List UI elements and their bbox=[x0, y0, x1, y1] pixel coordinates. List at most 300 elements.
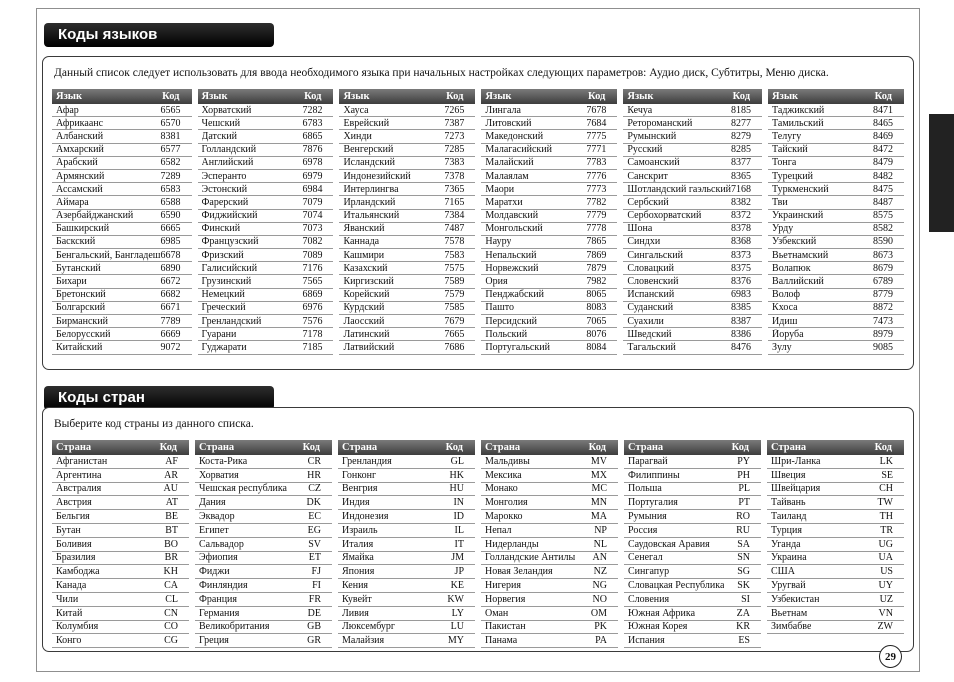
entry-name: Венгрия bbox=[342, 483, 378, 495]
entry-code: 7585 bbox=[444, 302, 465, 314]
entry-code: 7783 bbox=[586, 157, 607, 169]
entry-code: UZ bbox=[879, 593, 893, 605]
entry-name: Санскрит bbox=[627, 170, 668, 182]
table-row bbox=[624, 483, 761, 497]
table-row bbox=[52, 223, 192, 236]
entry-name: Зимбабве bbox=[771, 621, 812, 633]
entry-code: 7982 bbox=[586, 276, 607, 288]
entry-code: 6865 bbox=[302, 130, 323, 142]
table-row bbox=[198, 196, 334, 209]
entry-code: 8386 bbox=[731, 328, 752, 340]
table-row bbox=[52, 130, 192, 143]
entry-code: OM bbox=[590, 607, 607, 619]
table-row bbox=[339, 236, 475, 249]
header-code-label: Код bbox=[304, 91, 322, 102]
entry-name: Гренландия bbox=[342, 455, 392, 467]
table-row bbox=[768, 223, 904, 236]
header-code-label: Код bbox=[874, 91, 892, 102]
code-column bbox=[195, 440, 332, 648]
entry-name: Бретонский bbox=[56, 289, 106, 301]
table-row bbox=[52, 469, 189, 483]
column-header bbox=[623, 89, 762, 104]
entry-name: Парагвай bbox=[628, 455, 668, 467]
table-row bbox=[623, 315, 762, 328]
entry-code: TW bbox=[877, 497, 893, 509]
entry-name: Таиланд bbox=[771, 511, 807, 523]
entry-code: 7589 bbox=[444, 276, 465, 288]
table-row bbox=[198, 130, 334, 143]
entry-name: Вьетнамский bbox=[772, 249, 829, 261]
table-row bbox=[623, 183, 762, 196]
table-row bbox=[481, 552, 618, 566]
entry-name: Итальянский bbox=[343, 210, 400, 222]
code-column bbox=[767, 440, 904, 648]
table-row bbox=[198, 170, 334, 183]
entry-name: Россия bbox=[628, 524, 658, 536]
entry-name: Башкирский bbox=[56, 223, 110, 235]
entry-code: NZ bbox=[593, 566, 607, 578]
table-row bbox=[198, 210, 334, 223]
column-header bbox=[195, 440, 332, 455]
table-row bbox=[768, 157, 904, 170]
table-row bbox=[338, 455, 475, 469]
entry-code: JM bbox=[451, 552, 464, 564]
table-row bbox=[767, 579, 904, 593]
entry-code: 8185 bbox=[731, 104, 752, 116]
table-row bbox=[624, 455, 761, 469]
entry-name: Монгольский bbox=[485, 223, 543, 235]
table-row bbox=[481, 104, 617, 117]
table-row bbox=[195, 579, 332, 593]
table-row bbox=[52, 483, 189, 497]
table-row bbox=[52, 104, 192, 117]
entry-code: 7773 bbox=[586, 183, 607, 195]
entry-code: 8382 bbox=[731, 196, 752, 208]
table-row bbox=[338, 607, 475, 621]
table-row bbox=[198, 341, 334, 354]
table-row bbox=[767, 593, 904, 607]
entry-name: Нигерия bbox=[485, 580, 521, 592]
entry-code: MY bbox=[447, 635, 464, 647]
entry-code: UA bbox=[878, 552, 893, 564]
header-name-label: Страна bbox=[342, 442, 378, 453]
entry-name: Македонский bbox=[485, 130, 544, 142]
entry-code: 6565 bbox=[160, 104, 181, 116]
entry-code: 7776 bbox=[586, 170, 607, 182]
entry-name: Ирландский bbox=[343, 196, 396, 208]
entry-code: KE bbox=[450, 580, 464, 592]
entry-name: Чили bbox=[56, 593, 79, 605]
entry-code: 7789 bbox=[160, 315, 181, 327]
entry-name: Великобритания bbox=[199, 621, 270, 633]
entry-code: 6577 bbox=[160, 144, 181, 156]
table-row bbox=[481, 249, 617, 262]
entry-code: PH bbox=[737, 469, 750, 481]
entry-code: 7473 bbox=[873, 315, 893, 327]
entry-name: Конго bbox=[56, 635, 82, 647]
entry-name: Сальвадор bbox=[199, 538, 244, 550]
entry-name: Фиджийский bbox=[201, 210, 258, 222]
table-row bbox=[198, 223, 334, 236]
entry-name: Испания bbox=[628, 635, 665, 647]
code-column bbox=[338, 440, 475, 648]
entry-name: Курдский bbox=[343, 302, 385, 314]
entry-name: Франция bbox=[199, 593, 237, 605]
table-row bbox=[195, 552, 332, 566]
entry-code: 8279 bbox=[731, 130, 752, 142]
entry-code: 7583 bbox=[444, 249, 465, 261]
table-row bbox=[52, 302, 192, 315]
entry-name: Кхоса bbox=[772, 302, 798, 314]
entry-code: 8375 bbox=[731, 262, 752, 274]
table-row bbox=[338, 538, 475, 552]
entry-code: 6869 bbox=[302, 289, 323, 301]
table-row bbox=[52, 183, 192, 196]
table-row bbox=[52, 157, 192, 170]
entry-code: LU bbox=[450, 621, 464, 633]
table-row bbox=[339, 302, 475, 315]
entry-code: 7383 bbox=[444, 157, 465, 169]
entry-name: Боливия bbox=[56, 538, 92, 550]
entry-name: Персидский bbox=[485, 315, 537, 327]
table-row bbox=[767, 524, 904, 538]
entry-name: Голландский bbox=[201, 144, 257, 156]
table-row bbox=[338, 496, 475, 510]
entry-name: Ассамский bbox=[56, 183, 103, 195]
entry-code: 8387 bbox=[731, 315, 752, 327]
table-row bbox=[52, 262, 192, 275]
table-row bbox=[768, 249, 904, 262]
entry-name: Бихари bbox=[56, 276, 87, 288]
table-row bbox=[198, 315, 334, 328]
entry-code: 7684 bbox=[586, 117, 607, 129]
table-row bbox=[624, 524, 761, 538]
languages-panel bbox=[42, 56, 914, 370]
table-row bbox=[768, 196, 904, 209]
entry-name: Азербайджанский bbox=[56, 210, 134, 222]
entry-name: Малайзия bbox=[342, 635, 385, 647]
header-code-label: Код bbox=[445, 442, 463, 453]
entry-code: IN bbox=[453, 497, 464, 509]
entry-name: Аймара bbox=[56, 196, 89, 208]
column-header bbox=[52, 440, 189, 455]
table-row bbox=[481, 607, 618, 621]
entry-code: HU bbox=[449, 483, 464, 495]
entry-code: 8465 bbox=[873, 117, 893, 129]
entry-code: 7869 bbox=[586, 249, 607, 261]
table-row bbox=[339, 275, 475, 288]
table-row bbox=[768, 210, 904, 223]
entry-name: Камбоджа bbox=[56, 566, 100, 578]
table-row bbox=[481, 210, 617, 223]
header-code-label: Код bbox=[588, 91, 606, 102]
table-row bbox=[623, 223, 762, 236]
entry-name: Польша bbox=[628, 483, 662, 495]
table-row bbox=[623, 289, 762, 302]
column-header bbox=[624, 440, 761, 455]
entry-code: ZA bbox=[736, 607, 750, 619]
entry-code: DE bbox=[307, 607, 321, 619]
table-row bbox=[198, 236, 334, 249]
table-row bbox=[481, 328, 617, 341]
table-row bbox=[624, 496, 761, 510]
entry-code: ZW bbox=[877, 621, 893, 633]
entry-code: 8679 bbox=[873, 262, 893, 274]
entry-code: KR bbox=[736, 621, 750, 633]
entry-code: 7665 bbox=[444, 328, 465, 340]
table-row bbox=[339, 196, 475, 209]
countries-intro: Выберите код страны из данного списка. bbox=[54, 418, 254, 430]
entry-code: 8471 bbox=[873, 104, 893, 116]
entry-name: Самоанский bbox=[627, 157, 680, 169]
header-name-label: Страна bbox=[628, 442, 664, 453]
entry-name: Лаосский bbox=[343, 315, 385, 327]
entry-name: Румынский bbox=[627, 130, 677, 142]
table-row bbox=[481, 496, 618, 510]
entry-name: Канада bbox=[56, 580, 87, 592]
entry-code: 6682 bbox=[160, 289, 181, 301]
entry-name: Маори bbox=[485, 183, 515, 195]
entry-code: 7865 bbox=[586, 236, 607, 248]
table-row bbox=[768, 144, 904, 157]
entry-name: Мальдивы bbox=[485, 455, 530, 467]
header-code-label: Код bbox=[732, 91, 751, 102]
entry-code: 7065 bbox=[586, 315, 607, 327]
entry-name: Амхарский bbox=[56, 144, 104, 156]
table-row bbox=[481, 538, 618, 552]
entry-name: Голландские Антилы bbox=[485, 552, 576, 564]
entry-name: Гонконг bbox=[342, 469, 377, 481]
table-row bbox=[339, 262, 475, 275]
table-row bbox=[195, 634, 332, 648]
entry-name: Ливия bbox=[342, 607, 369, 619]
table-row bbox=[624, 469, 761, 483]
entry-name: Суахили bbox=[627, 315, 664, 327]
entry-code: NL bbox=[593, 538, 607, 550]
table-row bbox=[338, 483, 475, 497]
table-row bbox=[195, 483, 332, 497]
table-row bbox=[338, 524, 475, 538]
table-row bbox=[338, 565, 475, 579]
table-row bbox=[768, 315, 904, 328]
entry-name: Филиппины bbox=[628, 469, 680, 481]
entry-code: 7378 bbox=[444, 170, 465, 182]
entry-name: Йоруба bbox=[772, 328, 804, 340]
header-name-label: Язык bbox=[343, 91, 370, 102]
entry-name: Китайский bbox=[56, 341, 103, 353]
entry-code: 8385 bbox=[731, 302, 752, 314]
table-row bbox=[623, 117, 762, 130]
header-name-label: Страна bbox=[199, 442, 235, 453]
table-row bbox=[52, 621, 189, 635]
entry-code: 8377 bbox=[731, 157, 752, 169]
entry-name: Тайский bbox=[772, 144, 808, 156]
entry-name: Кечуа bbox=[627, 104, 653, 116]
entry-name: Панама bbox=[485, 635, 518, 647]
entry-name: Украинский bbox=[772, 210, 824, 222]
header-name-label: Язык bbox=[201, 91, 228, 102]
table-row bbox=[52, 196, 192, 209]
entry-name: Дания bbox=[199, 497, 226, 509]
code-column bbox=[768, 89, 904, 355]
entry-code: 7178 bbox=[302, 328, 323, 340]
table-row bbox=[52, 524, 189, 538]
entry-name: Саудовская Аравия bbox=[628, 538, 710, 550]
entry-name: Фризский bbox=[201, 249, 244, 261]
table-row bbox=[768, 104, 904, 117]
table-row bbox=[623, 157, 762, 170]
table-row bbox=[481, 593, 618, 607]
table-row bbox=[767, 469, 904, 483]
entry-name: Австрия bbox=[56, 497, 92, 509]
table-row bbox=[52, 315, 192, 328]
entry-code: 7387 bbox=[444, 117, 465, 129]
entry-name: Ямайка bbox=[342, 552, 374, 564]
table-row bbox=[768, 275, 904, 288]
entry-name: Зулу bbox=[772, 341, 792, 353]
table-row bbox=[481, 621, 618, 635]
entry-code: SV bbox=[308, 538, 321, 550]
entry-name: Тамильский bbox=[772, 117, 824, 129]
entry-name: Китай bbox=[56, 607, 83, 619]
table-row bbox=[198, 183, 334, 196]
table-row bbox=[767, 455, 904, 469]
entry-name: Новая Зеландия bbox=[485, 566, 553, 578]
entry-name: Польский bbox=[485, 328, 528, 340]
table-row bbox=[339, 341, 475, 354]
entry-name: Непал bbox=[485, 524, 512, 536]
entry-code: MX bbox=[590, 469, 607, 481]
column-header bbox=[198, 89, 334, 104]
entry-name: Болгарский bbox=[56, 302, 106, 314]
languages-table bbox=[52, 89, 904, 355]
table-row bbox=[52, 144, 192, 157]
table-row bbox=[623, 130, 762, 143]
table-row bbox=[481, 157, 617, 170]
entry-name: Кувейт bbox=[342, 593, 372, 605]
entry-code: 8277 bbox=[731, 117, 752, 129]
table-row bbox=[623, 210, 762, 223]
entry-name: Индонезийский bbox=[343, 170, 411, 182]
entry-name: Испанский bbox=[627, 289, 675, 301]
table-row bbox=[52, 341, 192, 354]
entry-name: Хорватский bbox=[201, 104, 252, 116]
table-row bbox=[338, 469, 475, 483]
entry-code: AN bbox=[592, 552, 607, 564]
entry-name: Словения bbox=[628, 593, 670, 605]
entry-code: 8979 bbox=[873, 328, 893, 340]
entry-name: Баскский bbox=[56, 236, 96, 248]
entry-name: Еврейский bbox=[343, 117, 390, 129]
entry-code: MC bbox=[591, 483, 607, 495]
entry-code: 8372 bbox=[731, 210, 752, 222]
entry-code: 7876 bbox=[302, 144, 323, 156]
section-title-text: Коды языков bbox=[58, 26, 158, 43]
table-row bbox=[624, 634, 761, 648]
entry-code: 8469 bbox=[873, 130, 893, 142]
entry-code: 7576 bbox=[302, 315, 323, 327]
entry-code: 7273 bbox=[444, 130, 465, 142]
table-row bbox=[195, 538, 332, 552]
table-row bbox=[623, 236, 762, 249]
entry-code: AT bbox=[165, 497, 178, 509]
entry-name: Малаялам bbox=[485, 170, 529, 182]
entry-code: 7782 bbox=[586, 196, 607, 208]
entry-code: 8872 bbox=[873, 302, 893, 314]
table-row bbox=[52, 249, 192, 262]
entry-code: UY bbox=[878, 580, 893, 592]
entry-code: 6669 bbox=[160, 328, 181, 340]
page-number: 29 bbox=[885, 650, 896, 663]
table-row bbox=[339, 170, 475, 183]
table-row bbox=[338, 552, 475, 566]
entry-name: Латинский bbox=[343, 328, 390, 340]
entry-name: Италия bbox=[342, 538, 374, 550]
entry-code: BR bbox=[164, 552, 178, 564]
entry-name: Непальский bbox=[485, 249, 537, 261]
table-row bbox=[481, 510, 618, 524]
entry-name: Датский bbox=[201, 130, 237, 142]
table-row bbox=[481, 289, 617, 302]
entry-name: Кения bbox=[342, 580, 369, 592]
entry-code: EG bbox=[307, 524, 321, 536]
table-row bbox=[52, 170, 192, 183]
table-row bbox=[339, 157, 475, 170]
table-row bbox=[52, 455, 189, 469]
entry-name: Оман bbox=[485, 607, 509, 619]
entry-name: Монако bbox=[485, 483, 518, 495]
entry-code: 6890 bbox=[160, 262, 181, 274]
entry-code: ES bbox=[738, 635, 750, 647]
entry-code: CZ bbox=[308, 483, 321, 495]
entry-code: 8482 bbox=[873, 170, 893, 182]
table-row bbox=[768, 341, 904, 354]
table-row bbox=[52, 117, 192, 130]
code-column bbox=[52, 89, 192, 355]
table-row bbox=[768, 130, 904, 143]
entry-name: Аргентина bbox=[56, 469, 102, 481]
entry-name: Чешский bbox=[201, 117, 241, 129]
entry-code: EC bbox=[308, 511, 321, 523]
entry-code: 8476 bbox=[731, 341, 752, 353]
entry-name: Кашмири bbox=[343, 249, 385, 261]
entry-name: Валлийский bbox=[772, 276, 824, 288]
table-row bbox=[481, 524, 618, 538]
entry-code: 8378 bbox=[731, 223, 752, 235]
entry-name: Армянский bbox=[56, 170, 105, 182]
entry-name: Турция bbox=[771, 524, 802, 536]
entry-name: Пашто bbox=[485, 302, 515, 314]
entry-code: CA bbox=[164, 580, 178, 592]
entry-name: Бутанский bbox=[56, 262, 101, 274]
entry-code: 6976 bbox=[302, 302, 323, 314]
code-column bbox=[198, 89, 334, 355]
entry-code: 8083 bbox=[586, 302, 607, 314]
entry-name: Сингапур bbox=[628, 566, 670, 578]
entry-code: GL bbox=[450, 455, 464, 467]
entry-code: 6978 bbox=[302, 157, 323, 169]
entry-name: Сингальский bbox=[627, 249, 683, 261]
table-row bbox=[52, 579, 189, 593]
table-row bbox=[52, 210, 192, 223]
entry-code: NO bbox=[592, 593, 607, 605]
entry-code: 9085 bbox=[873, 341, 893, 353]
entry-name: Эфиопия bbox=[199, 552, 238, 564]
column-header bbox=[338, 440, 475, 455]
entry-code: MN bbox=[590, 497, 607, 509]
entry-name: Урду bbox=[772, 223, 794, 235]
table-row bbox=[52, 496, 189, 510]
